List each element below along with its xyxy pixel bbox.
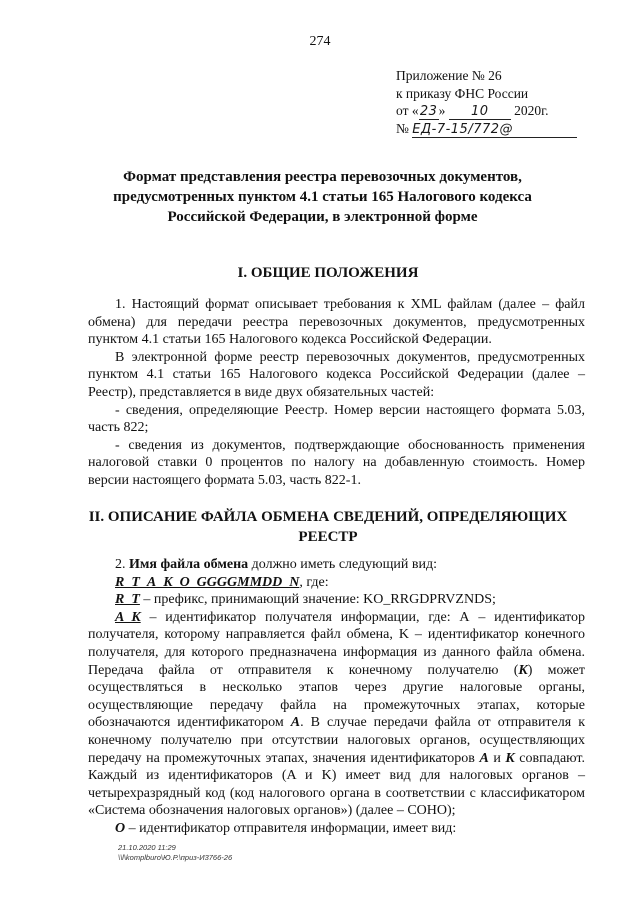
page-number: 274	[309, 34, 331, 49]
date-mid: »	[438, 103, 446, 118]
title-line: предусмотренных пунктом 4.1 статьи 165 Налогового кодекса	[113, 189, 532, 205]
footer-stamp	[118, 843, 232, 863]
text: ) может осуществляться в несколько этапов через другие налоговые органы, осуществляющие передачу файла на промежуточных этапах, которые обозначаются идентификатором	[88, 662, 585, 731]
paragraph: В электронной форме реестр перевозочных документов, предусмотренных пунктом 4.1 статьи 165 Налогового кодекса Российской Федерации (далее – Реестр), представляется в виде двух обязательных частей:	[88, 349, 585, 400]
paragraph	[88, 556, 585, 574]
date-prefix: от «	[396, 103, 419, 118]
paragraph	[88, 574, 585, 592]
paragraph: - сведения из документов, подтверждающие обоснованность применения налоговой ставки 0 процентов по налогу на добавленную стоимость. Номер версии настоящего формата 5.03, часть 822-1.	[88, 437, 585, 488]
text: совпадают. Каждый из идентификаторов (A и K) имеет вид для налоговых органов – четырехразрядный код (код налогового органа в соответствии с классификатором «Система обозначения налоговых органов») (далее – СОНО);	[88, 750, 585, 819]
item-number: 2.	[115, 557, 126, 572]
text: – идентификатор отправителя информации, имеет вид:	[128, 820, 457, 836]
paragraph	[88, 820, 585, 838]
title-line: Формат представления реестра перевозочных документов,	[123, 169, 522, 185]
paragraph: 1. Настоящий формат описывает требования к XML файлам (далее – файл обмена) для передачи реестра перевозочных документов, предусмотренных пунктом 4.1 статьи 165 Налогового кодекса Российской Федерации.	[88, 297, 585, 348]
code-o: O	[115, 820, 126, 836]
text: – идентификатор получателя информации, где: А – идентификатор получателя, которому направляется файл обмена, K – идентификатор конечного получателя, для которого предназначена информация из данного файла обмена. Передача файла от отправителя к конечному получателю (	[88, 609, 585, 678]
heading-line: РЕЕСТР	[298, 529, 358, 545]
code-k: K	[505, 750, 515, 766]
appendix-order-line: к приказу ФНС России	[396, 85, 529, 101]
footer-file-path: \\l\komplburo\Ю.Р.\приз-И3766-26	[118, 853, 233, 862]
text: и	[488, 750, 506, 766]
paragraph	[88, 591, 585, 609]
code-a: А	[290, 715, 301, 731]
number-prefix: №	[396, 121, 409, 136]
term-file-name: Имя файла обмена	[129, 557, 249, 572]
footer-timestamp: 21.10.2020 11:29	[118, 843, 176, 852]
code-k: K	[518, 662, 528, 678]
text: должно иметь следующий вид:	[251, 557, 438, 572]
section-1-body	[88, 296, 585, 490]
code-ak: A_K	[115, 609, 141, 625]
code-rt: R_T	[115, 592, 140, 608]
appendix-number-line	[396, 120, 606, 138]
document-title	[110, 167, 535, 227]
handwritten-month: 10	[449, 105, 511, 120]
paragraph: - сведения, определяющие Реестр. Номер версии настоящего формата 5.03, часть 822;	[88, 402, 585, 436]
heading-line: II. ОПИСАНИЕ ФАЙЛА ОБМЕНА СВЕДЕНИЙ, ОПРЕДЕЛЯЮЩИХ	[88, 509, 568, 525]
title-line: Российской Федерации, в электронной форме	[167, 209, 478, 225]
text: . В случае передачи файла от отправителя к конечному получателю при отсутствии налоговых органов, осуществляющих передачу на промежуточных этапах, значения идентификаторов	[88, 715, 586, 766]
handwritten-order-number: ЕД-7-15/772@	[412, 123, 577, 138]
section-2-heading	[88, 507, 568, 547]
text: – префикс, принимающий значение: KO_RRGDPRVZNDS;	[143, 592, 496, 608]
section-1-heading: I. ОБЩИЕ ПОЛОЖЕНИЯ	[237, 265, 419, 281]
appendix-header	[396, 67, 606, 138]
paragraph	[88, 609, 585, 820]
section-2-body	[88, 556, 585, 838]
date-year: 2020г.	[514, 103, 549, 118]
handwritten-day: 23	[419, 104, 438, 119]
text: , где:	[299, 574, 329, 590]
appendix-date-line	[396, 102, 606, 120]
appendix-line: Приложение № 26	[396, 68, 502, 83]
code-a: А	[479, 750, 489, 766]
file-name-pattern: R_T_A_K_O_GGGGMMDD_N	[115, 574, 300, 590]
